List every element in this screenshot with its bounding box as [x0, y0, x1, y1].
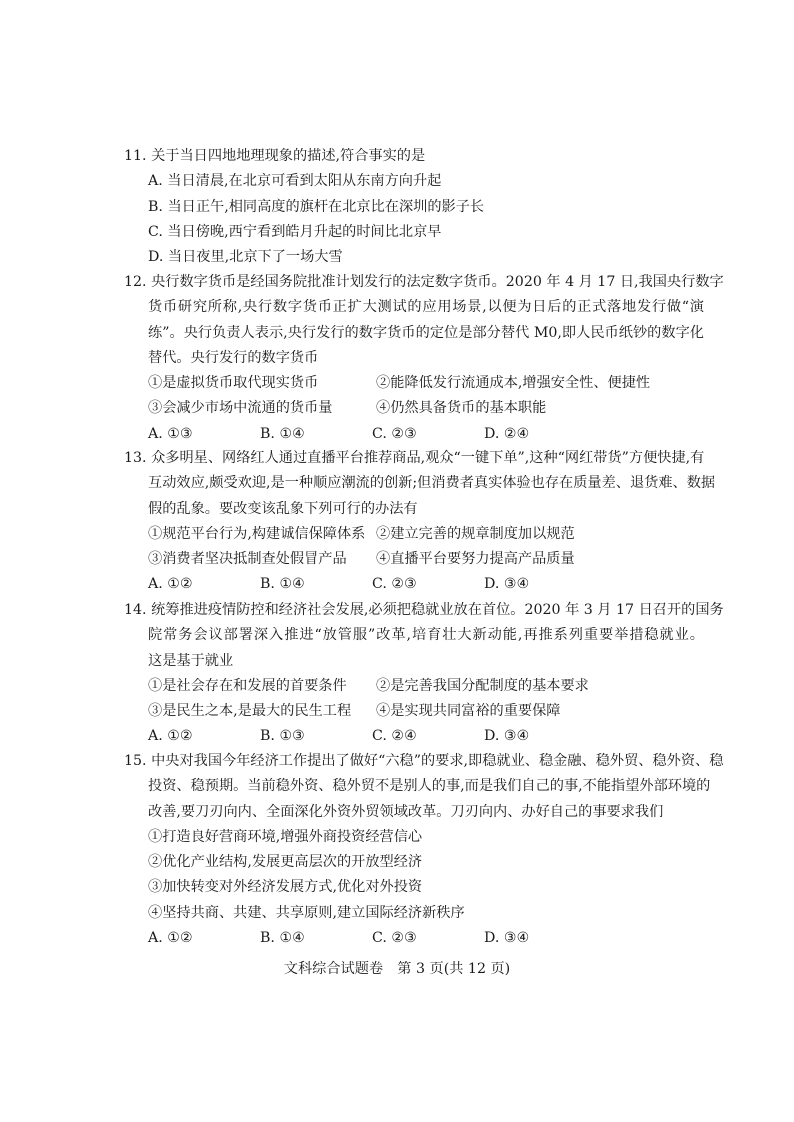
answer-choice: A. ①② — [148, 576, 193, 593]
statement-item: ③加快转变对外经济发展方式,优化对外投资 — [148, 879, 423, 896]
question-stem: 15. 中央对我国今年经济工作提出了做好“六稳”的要求,即稳就业、稳金融、稳外贸、稳外资、稳 — [124, 753, 724, 769]
option-c: C. 当日傍晚,西宁看到皓月升起的时间比北京早 — [148, 223, 442, 240]
answer-choice: C. ②④ — [372, 728, 417, 745]
statement-item: ①是社会存在和发展的首要条件 — [148, 677, 347, 694]
answer-choice: C. ②③ — [372, 930, 417, 947]
answer-choice: B. ①④ — [260, 930, 305, 947]
page-footer: 文科综合试题卷 第 3 页(共 12 页) — [283, 961, 511, 977]
statement-row — [124, 522, 704, 547]
statement-row — [124, 371, 704, 396]
option-d: D. 当日夜里,北京下了一场大雪 — [148, 249, 343, 266]
question-stem: 14. 统筹推进疫情防控和经济社会发展,必须把稳就业放在首位。2020 年 3 月 17 日召开的国务 — [124, 602, 724, 618]
answer-choice: A. ①② — [148, 728, 193, 745]
statement-item: ①规范平台行为,构建诚信保障体系 — [148, 525, 366, 542]
answer-choice: B. ①③ — [260, 728, 305, 745]
statement-item: ④是实现共同富裕的重要保障 — [376, 703, 561, 720]
answer-choices — [124, 724, 704, 749]
answer-choice: B. ①④ — [260, 425, 305, 442]
question-stem: 13. 众多明星、网络红人通过直播平台推荐商品,观众“一键下单”,这种“网红带货”方便快捷,有 — [124, 450, 705, 466]
statement-item: ③消费者坚决抵制查处假冒产品 — [148, 551, 347, 568]
statement-item: ③是民生之本,是最大的民生工程 — [148, 703, 352, 720]
statement-item: ④仍然具备货币的基本职能 — [376, 400, 547, 417]
answer-choice: C. ②③ — [372, 576, 417, 593]
question-stem: 货币研究所称,央行数字货币正扩大测试的应用场景,以便为日后的正式落地发行做“演 — [148, 299, 704, 316]
answer-choice: D. ③④ — [484, 930, 530, 947]
question-stem: 院常务会议部署深入推进“放管服”改革,培育壮大新动能,再推系列重要举措稳就业。 — [148, 627, 704, 644]
answer-choices — [124, 926, 704, 951]
question-stem: 替代。央行发行的数字货币 — [148, 349, 319, 366]
answer-choice: B. ①④ — [260, 576, 305, 593]
statement-item: ②是完善我国分配制度的基本要求 — [376, 677, 589, 694]
statement-item: ①是虚拟货币取代现实货币 — [148, 375, 319, 392]
answer-choices — [124, 572, 704, 597]
question-stem: 假的乱象。要改变该乱象下列可行的办法有 — [148, 500, 418, 517]
answer-choice: D. ②④ — [484, 425, 530, 442]
answer-choice: A. ①③ — [148, 425, 193, 442]
option-b: B. 当日正午,相同高度的旗杆在北京比在深圳的影子长 — [148, 198, 485, 215]
answer-choice: A. ①② — [148, 930, 193, 947]
statement-item: ①打造良好营商环境,增强外商投资经营信心 — [148, 828, 423, 845]
answer-choices — [124, 422, 704, 447]
question-stem: 练”。央行负责人表示,央行发行的数字货币的定位是部分替代 M0,即人民币纸钞的数字化 — [148, 324, 704, 341]
statement-item: ④直播平台要努力提高产品质量 — [376, 551, 575, 568]
statement-item: ②建立完善的规章制度加以规范 — [376, 525, 575, 542]
option-a: A. 当日清晨,在北京可看到太阳从东南方向升起 — [148, 173, 442, 190]
question-stem: 12. 央行数字货币是经国务院批准计划发行的法定数字货币。2020 年 4 月 17 日,我国央行数字 — [124, 274, 724, 290]
statement-row — [124, 699, 704, 724]
answer-choice: D. ③④ — [484, 728, 530, 745]
statement-item: ②优化产业结构,发展更高层次的开放型经济 — [148, 854, 423, 871]
question-15 — [124, 749, 724, 951]
question-13 — [124, 446, 716, 598]
statement-row — [124, 674, 704, 699]
statement-row — [124, 547, 704, 572]
statement-item: ②能降低发行流通成本,增强安全性、便捷性 — [376, 375, 651, 392]
question-stem: 投资、稳预期。当前稳外资、稳外贸不是别人的事,而是我们自己的事,不能指望外部环境的 — [148, 778, 711, 795]
question-stem: 互动效应,颇受欢迎,是一种顺应潮流的创新;但消费者真实体验也存在质量差、退货难、数据 — [148, 475, 716, 492]
statement-item: ④坚持共商、共建、共享原则,建立国际经济新秩序 — [148, 904, 465, 921]
question-12 — [124, 270, 724, 447]
question-stem: 这是基于就业 — [148, 652, 234, 669]
question-stem: 改善,要刀刃向内、全面深化外资外贸领域改革。刀刃向内、办好自己的事要求我们 — [148, 803, 664, 820]
question-14 — [124, 598, 724, 750]
question-stem: 11. 关于当日四地地理现象的描述,符合事实的是 — [124, 148, 426, 164]
statement-row — [124, 396, 704, 421]
question-11 — [124, 144, 704, 270]
statement-item: ③会减少市场中流通的货币量 — [148, 400, 333, 417]
answer-choice: C. ②③ — [372, 425, 417, 442]
answer-choice: D. ③④ — [484, 576, 530, 593]
